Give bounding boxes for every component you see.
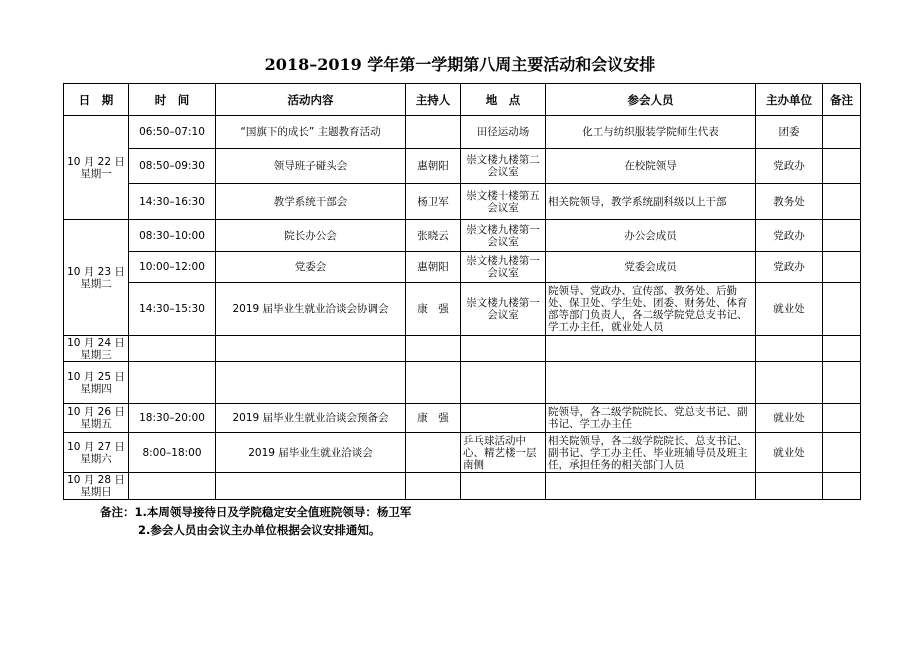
schedule-table	[63, 83, 861, 500]
empty-cell	[823, 473, 861, 500]
time-cell: 06:50–07:10	[129, 116, 216, 149]
place-cell: 崇文楼九楼第一会议室	[461, 283, 546, 336]
remarks-cell	[823, 220, 861, 252]
activity-cell: 党委会	[216, 252, 406, 283]
table-row	[64, 283, 861, 336]
time-cell: 14:30–15:30	[129, 283, 216, 336]
remarks-cell	[823, 184, 861, 220]
date-cell	[64, 473, 129, 500]
empty-cell	[546, 473, 756, 500]
table-row	[64, 433, 861, 473]
note-2: 2.参会人员由会议主办单位根据会议安排通知。	[138, 523, 381, 537]
date-text: 10 月 22 日	[67, 155, 125, 168]
host-cell	[406, 116, 461, 149]
attendees-cell: 院领导，各二级学院院长、党总支书记、副书记、学工办主任	[546, 404, 756, 433]
date-text: 10 月 26 日	[67, 406, 125, 418]
empty-cell	[406, 473, 461, 500]
remarks-cell	[823, 149, 861, 184]
empty-cell	[406, 362, 461, 404]
date-cell	[64, 336, 129, 362]
host-cell: 张晓云	[406, 220, 461, 252]
empty-cell	[461, 362, 546, 404]
empty-cell	[756, 473, 823, 500]
header-place: 地 点	[461, 84, 546, 116]
time-cell: 08:30–10:00	[129, 220, 216, 252]
organizer-cell: 教务处	[756, 184, 823, 220]
time-cell: 14:30–16:30	[129, 184, 216, 220]
place-cell: 崇文楼十楼第五会议室	[461, 184, 546, 220]
remarks-cell	[823, 116, 861, 149]
empty-cell	[546, 362, 756, 404]
activity-cell: 2019 届毕业生就业洽谈会	[216, 433, 406, 473]
weekday-text: 星期四	[80, 382, 112, 395]
empty-cell	[546, 336, 756, 362]
time-cell: 18:30–20:00	[129, 404, 216, 433]
host-cell: 杨卫军	[406, 184, 461, 220]
header-organizer: 主办单位	[756, 84, 823, 116]
date-cell	[64, 116, 129, 220]
empty-cell	[823, 336, 861, 362]
organizer-cell: 就业处	[756, 283, 823, 336]
place-cell: 崇文楼九楼第一会议室	[461, 252, 546, 283]
header-remarks: 备注	[823, 84, 861, 116]
remarks-cell	[823, 404, 861, 433]
attendees-cell: 化工与纺织服装学院师生代表	[546, 116, 756, 149]
date-text: 10 月 28 日	[67, 474, 125, 486]
host-cell: 惠朝阳	[406, 149, 461, 184]
weekday-text: 星期一	[80, 167, 112, 180]
time-cell: 8:00–18:00	[129, 433, 216, 473]
table-row	[64, 473, 861, 500]
empty-cell	[756, 336, 823, 362]
header-activity: 活动内容	[216, 84, 406, 116]
empty-cell	[129, 362, 216, 404]
empty-cell	[823, 362, 861, 404]
empty-cell	[406, 336, 461, 362]
activity-cell: 教学系统干部会	[216, 184, 406, 220]
date-text: 10 月 23 日	[67, 265, 125, 278]
host-cell: 康 强	[406, 283, 461, 336]
organizer-cell: 党政办	[756, 220, 823, 252]
organizer-cell: 团委	[756, 116, 823, 149]
table-row	[64, 404, 861, 433]
header-row	[64, 84, 861, 116]
empty-cell	[216, 336, 406, 362]
table-row	[64, 252, 861, 283]
activity-cell: 院长办公会	[216, 220, 406, 252]
table-row	[64, 184, 861, 220]
empty-cell	[216, 473, 406, 500]
attendees-cell: 在校院领导	[546, 149, 756, 184]
table-row	[64, 220, 861, 252]
time-cell: 10:00–12:00	[129, 252, 216, 283]
activity-cell: 2019 届毕业生就业洽谈会预备会	[216, 404, 406, 433]
empty-cell	[216, 362, 406, 404]
table-row	[64, 116, 861, 149]
empty-cell	[461, 473, 546, 500]
date-cell	[64, 362, 129, 404]
attendees-cell: 相关院领导，各二级学院院长、总支书记、副书记、学工办主任、毕业班辅导员及班主任，承担任务的相关部门人员	[546, 433, 756, 473]
weekday-text: 星期五	[80, 418, 112, 430]
place-cell: 田径运动场	[461, 116, 546, 149]
header-time: 时 间	[129, 84, 216, 116]
host-cell	[406, 433, 461, 473]
date-cell	[64, 433, 129, 473]
attendees-cell: 院领导、党政办、宣传部、教务处、后勤处、保卫处、学生处、团委、财务处、体育部等部门负责人，各二级学院党总支书记、学工办主任，就业处人员	[546, 283, 756, 336]
attendees-cell: 相关院领导，教学系统副科级以上干部	[546, 184, 756, 220]
attendees-cell: 党委会成员	[546, 252, 756, 283]
host-cell: 惠朝阳	[406, 252, 461, 283]
date-text: 10 月 25 日	[67, 370, 125, 383]
header-attendees: 参会人员	[546, 84, 756, 116]
place-cell: 乒乓球活动中心、精艺楼一层南侧	[461, 433, 546, 473]
place-cell	[461, 404, 546, 433]
page-title: 2018–2019 学年第一学期第八周主要活动和会议安排	[264, 55, 656, 74]
activity-cell: 2019 届毕业生就业洽谈会协调会	[216, 283, 406, 336]
time-cell: 08:50–09:30	[129, 149, 216, 184]
date-text: 10 月 24 日	[67, 336, 125, 349]
activity-cell: 领导班子碰头会	[216, 149, 406, 184]
date-cell	[64, 404, 129, 433]
notes	[100, 503, 411, 539]
host-cell: 康 强	[406, 404, 461, 433]
empty-cell	[756, 362, 823, 404]
empty-cell	[461, 336, 546, 362]
activity-cell: “国旗下的成长” 主题教育活动	[216, 116, 406, 149]
note-1: 1.本周领导接待日及学院稳定安全值班院领导：杨卫军	[134, 505, 412, 519]
place-cell: 崇文楼九楼第一会议室	[461, 220, 546, 252]
date-cell	[64, 220, 129, 336]
organizer-cell: 就业处	[756, 433, 823, 473]
date-text: 10 月 27 日	[67, 440, 125, 453]
remarks-cell	[823, 433, 861, 473]
organizer-cell: 党政办	[756, 149, 823, 184]
table-row	[64, 149, 861, 184]
weekday-text: 星期二	[80, 277, 112, 290]
empty-cell	[129, 336, 216, 362]
weekday-text: 星期六	[80, 452, 112, 465]
header-host: 主持人	[406, 84, 461, 116]
notes-label: 备注：	[100, 505, 135, 519]
weekday-text: 星期三	[80, 348, 112, 361]
remarks-cell	[823, 252, 861, 283]
weekday-text: 星期日	[80, 486, 112, 498]
header-date: 日 期	[64, 84, 129, 116]
organizer-cell: 党政办	[756, 252, 823, 283]
table-row	[64, 336, 861, 362]
organizer-cell: 就业处	[756, 404, 823, 433]
note-line-1	[100, 503, 411, 521]
remarks-cell	[823, 283, 861, 336]
table-row	[64, 362, 861, 404]
attendees-cell: 办公会成员	[546, 220, 756, 252]
place-cell: 崇文楼九楼第二会议室	[461, 149, 546, 184]
empty-cell	[129, 473, 216, 500]
